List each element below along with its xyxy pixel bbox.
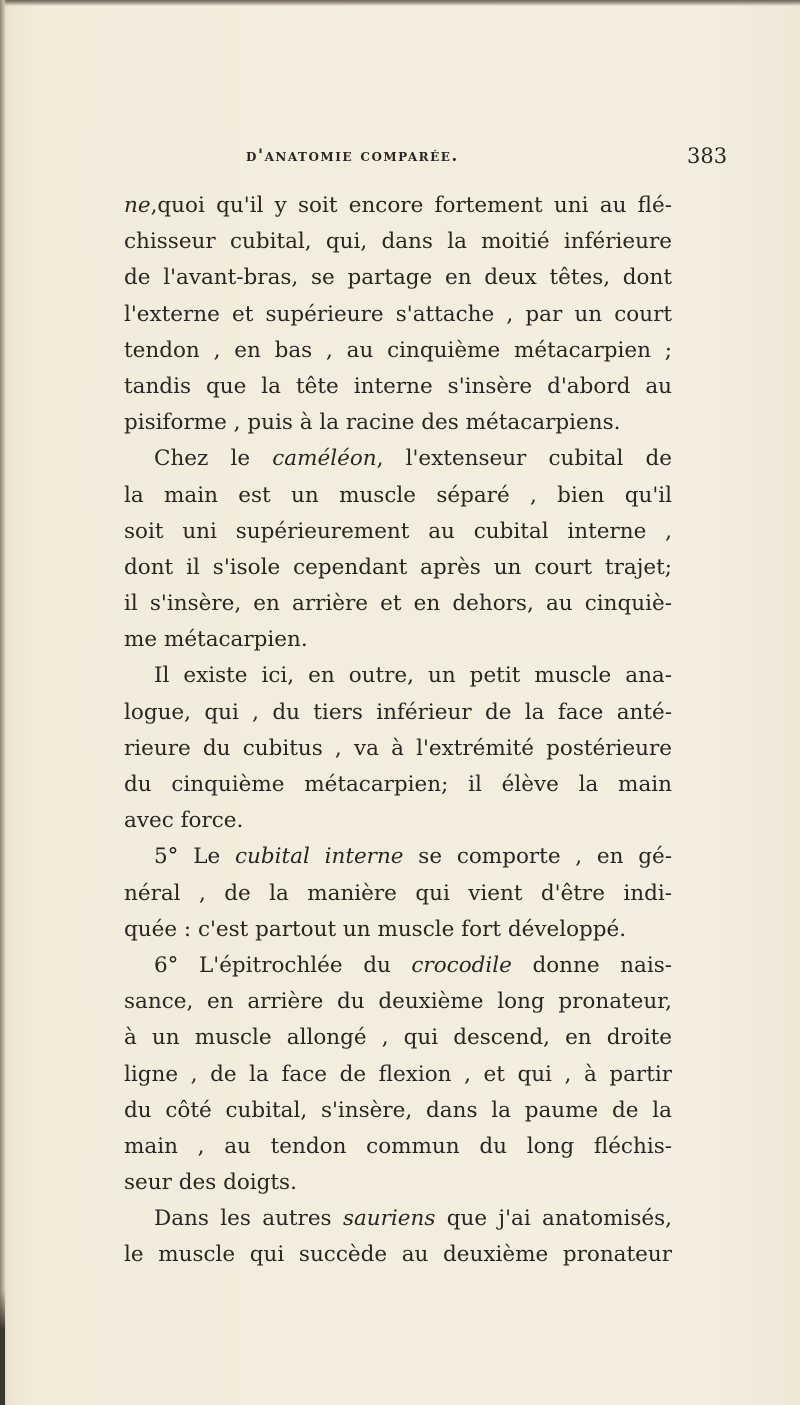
text-line: [124, 984, 672, 1020]
text-line: [124, 405, 672, 441]
text-segment: chisseur cubital, qui, dans la moitié inférieure: [124, 229, 672, 255]
text-line: [124, 912, 672, 948]
italic-term: crocodile: [411, 952, 512, 978]
text-line: [124, 695, 672, 731]
text-segment: la main est un muscle séparé , bien qu'il: [124, 482, 672, 508]
text-segment: 5° Le: [154, 844, 235, 870]
text-line: [124, 1129, 672, 1165]
text-line: [124, 731, 672, 767]
text-segment: Dans les autres: [154, 1206, 343, 1232]
text-line: [124, 658, 672, 694]
text-line: [124, 550, 672, 586]
text-line: [124, 1165, 672, 1201]
body-text: [124, 188, 672, 1274]
text-line: [124, 1057, 672, 1093]
text-segment: l'externe et supérieure s'attache , par un court: [124, 301, 672, 327]
text-segment: quée : c'est partout un muscle fort développé.: [124, 916, 627, 942]
text-segment: avec force.: [124, 808, 244, 834]
text-segment: seur des doigts.: [124, 1170, 297, 1196]
text-line: [124, 876, 672, 912]
text-line: [124, 224, 672, 260]
text-segment: , l'extenseur cubital de: [376, 446, 672, 472]
text-line: [124, 1237, 672, 1273]
text-segment: que j'ai anatomisés,: [435, 1206, 672, 1232]
text-line: [124, 514, 672, 550]
text-line: [124, 188, 672, 224]
text-line: [124, 839, 672, 875]
italic-term: caméléon: [272, 446, 377, 472]
page-top-edge: [0, 0, 800, 6]
text-line: [124, 1020, 672, 1056]
text-line: [124, 767, 672, 803]
text-segment: 6° L'épitrochlée du: [154, 952, 412, 978]
text-segment: tandis que la tête interne s'insère d'abord au: [124, 373, 672, 399]
text-segment: rieure du cubitus , va à l'extrémité postérieure: [124, 735, 672, 761]
text-line: [124, 948, 672, 984]
text-segment: logue, qui , du tiers inférieur de la face anté-: [124, 699, 672, 725]
page-number: 383: [687, 144, 728, 168]
text-segment: il s'insère, en arrière et en dehors, au cinquiè-: [124, 591, 672, 617]
text-line: [124, 333, 672, 369]
text-segment: Il existe ici, en outre, un petit muscle ana-: [154, 663, 672, 689]
text-segment: tendon , en bas , au cinquième métacarpien ;: [124, 337, 672, 363]
text-segment: donne nais-: [511, 952, 672, 978]
gutter-stain: [0, 1290, 5, 1405]
running-title: d'anatomie comparée.: [246, 146, 459, 166]
text-segment: néral , de la manière qui vient d'être indi-: [124, 880, 672, 906]
italic-term: ne: [124, 193, 151, 218]
text-segment: pisiforme , puis à la racine des métacarpiens.: [124, 410, 621, 436]
text-segment: Chez le: [154, 446, 273, 472]
text-line: [124, 1201, 672, 1237]
text-segment: le muscle qui succède au deuxième pronateur: [124, 1242, 672, 1268]
italic-term: sauriens: [342, 1206, 436, 1232]
text-segment: du côté cubital, s'insère, dans la paume de la: [124, 1097, 672, 1123]
text-segment: du cinquième métacarpien; il élève la main: [124, 772, 672, 797]
text-line: [124, 1093, 672, 1129]
text-segment: sance, en arrière du deuxième long pronateur,: [124, 989, 672, 1015]
text-line: [124, 441, 672, 477]
italic-term: cubital interne: [234, 844, 404, 870]
text-segment: de l'avant-bras, se partage en deux têtes, dont: [124, 265, 672, 291]
text-segment: à un muscle allongé , qui descend, en droite: [124, 1025, 672, 1051]
page-gutter: [0, 0, 6, 1405]
running-head: [0, 146, 800, 176]
text-segment: main , au tendon commun du long fléchis-: [124, 1133, 672, 1159]
text-segment: dont il s'isole cependant après un court trajet;: [124, 554, 672, 580]
text-segment: se comporte , en gé-: [403, 844, 672, 870]
text-line: [124, 260, 672, 296]
text-segment: ligne , de la face de flexion , et qui , à partir: [124, 1061, 672, 1087]
text-segment: soit uni supérieurement au cubital interne ,: [124, 518, 672, 544]
text-segment: ,quoi qu'il y soit encore fortement uni au flé-: [150, 193, 672, 218]
text-line: [124, 478, 672, 514]
text-line: [124, 586, 672, 622]
text-line: [124, 803, 672, 839]
text-line: [124, 297, 672, 333]
text-line: [124, 369, 672, 405]
text-segment: me métacarpien.: [124, 627, 308, 653]
text-line: [124, 622, 672, 658]
